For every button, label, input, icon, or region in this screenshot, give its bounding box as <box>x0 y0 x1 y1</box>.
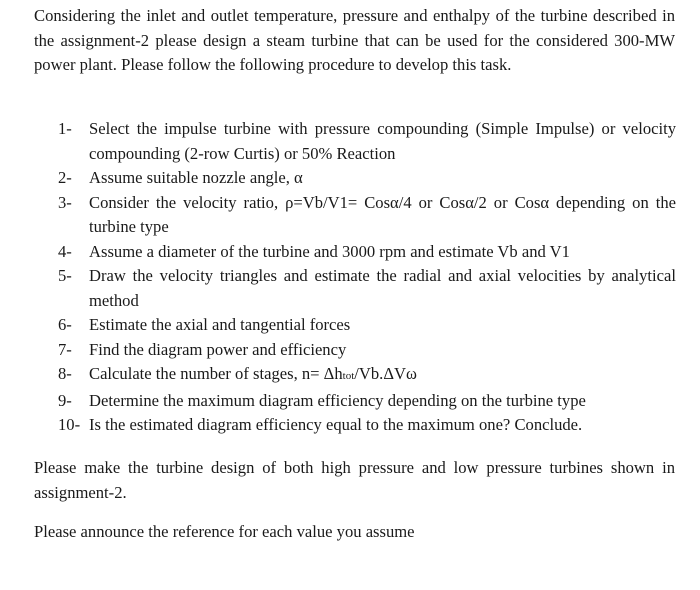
step-number: 1- <box>58 119 72 138</box>
step-number: 9- <box>58 390 72 410</box>
intro-paragraph: Considering the inlet and outlet temperature, pressure and enthalpy of the turbine described in the assignment-2 please design a steam turbine that can be used for the considered 300-MW power plant. Please follow the following procedure to develop this task. <box>34 6 675 74</box>
step-text: Assume a diameter of the turbine and 3000 rpm and estimate Vb and V1 <box>89 241 570 261</box>
step-text: Is the estimated diagram efficiency equal to the maximum one? Conclude. <box>89 415 583 434</box>
procedure-step-7 <box>58 338 676 363</box>
procedure-step-4 <box>58 240 676 265</box>
procedure-step-10 <box>58 413 676 438</box>
procedure-list <box>58 117 676 438</box>
step-text: Consider the velocity ratio, ρ=Vb/V1= Cosα/4 or Cosα/2 or Cosα depending on the turbine type <box>89 192 676 236</box>
step-text: Draw the velocity triangles and estimate the radial and axial velocities by analytical method <box>89 266 676 310</box>
step-number: 10- <box>58 415 81 434</box>
procedure-step-2 <box>58 166 676 191</box>
procedure-step-5 <box>58 264 676 313</box>
step-number: 4- <box>58 241 72 261</box>
step-text: Estimate the axial and tangential forces <box>89 315 351 334</box>
step-text: Assume suitable nozzle angle, α <box>89 168 303 187</box>
formula-text-after: /Vb.ΔVω <box>354 364 417 383</box>
formula-subscript: tot <box>342 370 355 382</box>
step-number: 7- <box>58 339 72 359</box>
procedure-step-1 <box>58 117 676 166</box>
step-text: Find the diagram power and efficiency <box>89 339 347 359</box>
closing-paragraph-reference: Please announce the reference for each value you assume <box>34 522 415 541</box>
step-number: 6- <box>58 315 72 334</box>
step-number: 3- <box>58 192 72 212</box>
formula-text-before: Calculate the number of stages, n= Δh <box>89 364 343 383</box>
procedure-step-3 <box>58 191 676 240</box>
step-text: Determine the maximum diagram efficiency depending on the turbine type <box>89 390 586 410</box>
step-text <box>89 362 676 389</box>
procedure-step-8 <box>58 362 676 389</box>
procedure-step-6 <box>58 313 676 338</box>
closing-paragraph-design: Please make the turbine design of both high pressure and low pressure turbines shown in assignment-2. <box>34 458 675 502</box>
step-number: 5- <box>58 266 72 285</box>
procedure-step-9 <box>58 389 676 414</box>
step-number: 2- <box>58 168 72 187</box>
step-number: 8- <box>58 364 72 383</box>
step-text: Select the impulse turbine with pressure compounding (Simple Impulse) or velocity compounding (2-row Curtis) or 50% Reaction <box>89 119 676 163</box>
